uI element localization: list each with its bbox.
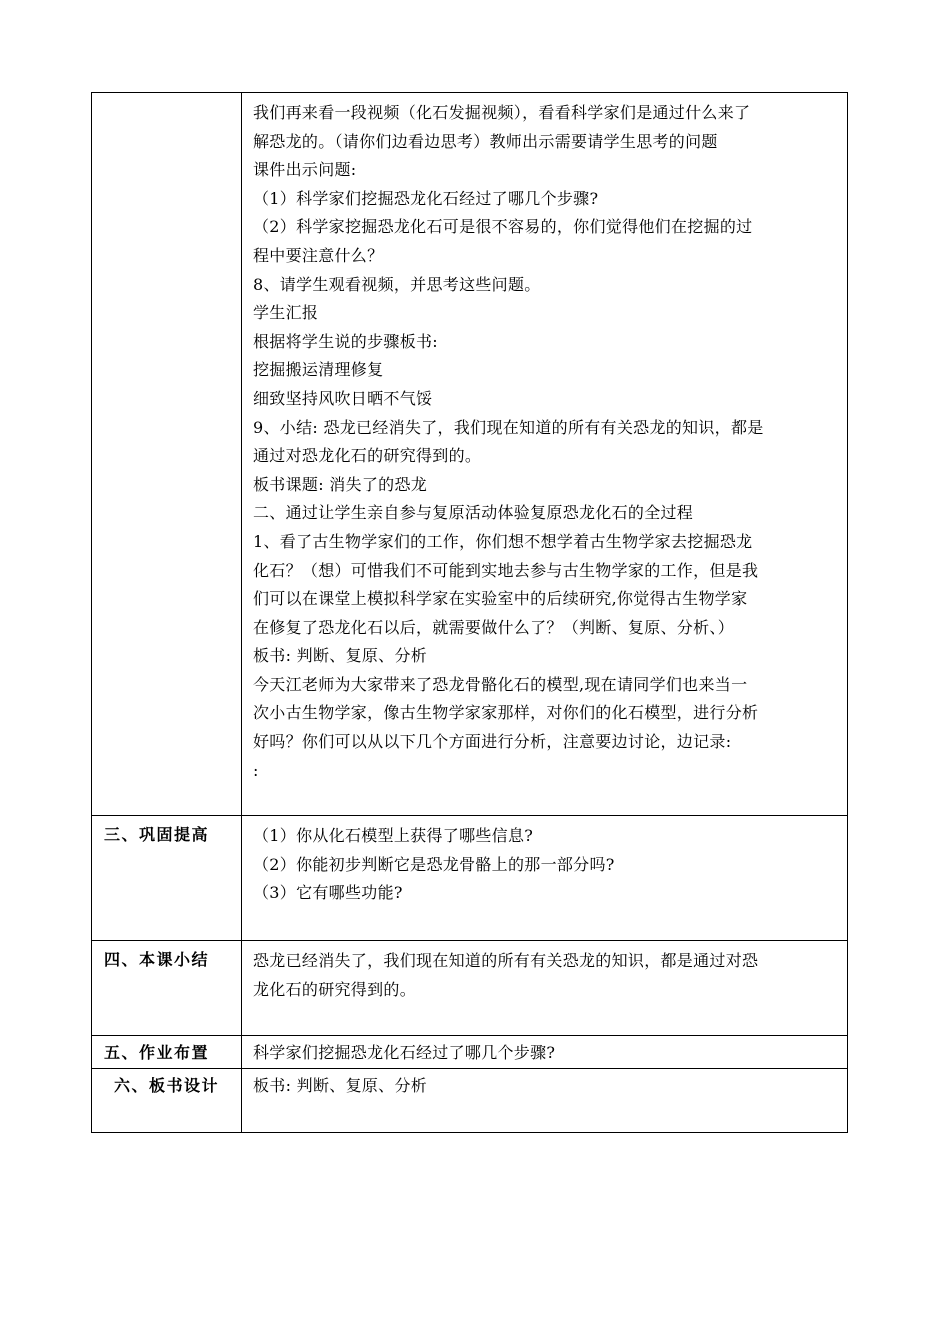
homework-content: [242, 1036, 848, 1069]
board-design-row: [92, 1068, 848, 1132]
text-line: 8、请学生观看视频，并思考这些问题。: [253, 274, 541, 294]
text-line: 课件出示问题:: [253, 160, 357, 180]
lesson-process-label-cell: [92, 93, 242, 816]
consolidate-label: 三、巩固提高: [92, 816, 242, 941]
text-line: 们可以在课堂上模拟科学家在实验室中的后续研究,你觉得古生物学家: [253, 589, 748, 609]
question-line: （3）它有哪些功能?: [253, 883, 403, 903]
board-design-label: 六、板书设计: [92, 1068, 242, 1132]
text-line: 学生汇报: [253, 303, 319, 323]
text-line: 细致坚持风吹日晒不气馁: [253, 388, 433, 408]
text-line: 次小古生物学家，像古生物学家家那样，对你们的化石模型，进行分析: [253, 703, 759, 723]
text-line: 在修复了恐龙化石以后，就需要做什么了？（判断、复原、分析、）: [253, 617, 735, 637]
text-line: 龙化石的研究得到的。: [253, 979, 417, 999]
text-line: 二、通过让学生亲自参与复原活动体验复原恐龙化石的全过程: [253, 503, 694, 523]
text-line: 板书课题: 消失了的恐龙: [253, 474, 428, 494]
text-line: 板书: 判断、复原、分析: [253, 646, 428, 666]
text-line: 我们再来看一段视频（化石发掘视频），看看科学家们是通过什么来了: [253, 103, 751, 122]
consolidate-content: [242, 816, 848, 941]
text-line: 好吗？你们可以从以下几个方面进行分析，注意要边讨论，边记录:: [253, 732, 732, 752]
text-line: 化石？（想）可惜我们不可能到实地去参与古生物学家的工作，但是我: [253, 560, 759, 580]
text-line: 程中要注意什么？: [253, 245, 384, 265]
summary-content: [242, 941, 848, 1036]
lesson-process-row: [92, 93, 848, 816]
text-line: 9、小结: 恐龙已经消失了，我们现在知道的所有有关恐龙的知识，都是: [253, 417, 764, 437]
summary-label: 四、本课小结: [92, 941, 242, 1036]
question-line: （2）你能初步判断它是恐龙骨骼上的那一部分吗?: [253, 854, 615, 874]
text-line: 今天江老师为大家带来了恐龙骨骼化石的模型,现在请同学们也来当一: [253, 674, 748, 694]
consolidate-row: [92, 816, 848, 941]
question-line: （1）你从化石模型上获得了哪些信息?: [253, 826, 534, 845]
text-line: （1）科学家们挖掘恐龙化石经过了哪几个步骤?: [253, 188, 599, 208]
text-line: 根据将学生说的步骤板书:: [253, 331, 438, 351]
text-line: （2）科学家挖掘恐龙化石可是很不容易的，你们觉得他们在挖掘的过: [253, 217, 753, 237]
text-line: 恐龙已经消失了，我们现在知道的所有有关恐龙的知识，都是通过对恐: [253, 951, 759, 970]
text-line: 通过对恐龙化石的研究得到的。: [253, 446, 482, 466]
text-line: 板书: 判断、复原、分析: [253, 1075, 428, 1095]
homework-row: [92, 1036, 848, 1069]
text-line: 1、看了古生物学家们的工作，你们想不想学着古生物学家去挖掘恐龙: [253, 531, 753, 551]
text-line: 解恐龙的。（请你们边看边思考）教师出示需要请学生思考的问题: [253, 131, 718, 151]
text-line: :: [253, 760, 259, 780]
lesson-plan-table: [91, 92, 848, 1133]
text-line: 科学家们挖掘恐龙化石经过了哪几个步骤?: [253, 1043, 556, 1062]
summary-row: [92, 941, 848, 1036]
board-design-content: [242, 1068, 848, 1132]
homework-label: 五、作业布置: [92, 1036, 242, 1069]
lesson-process-content: [242, 93, 848, 816]
text-line: 挖掘搬运清理修复: [253, 360, 384, 380]
